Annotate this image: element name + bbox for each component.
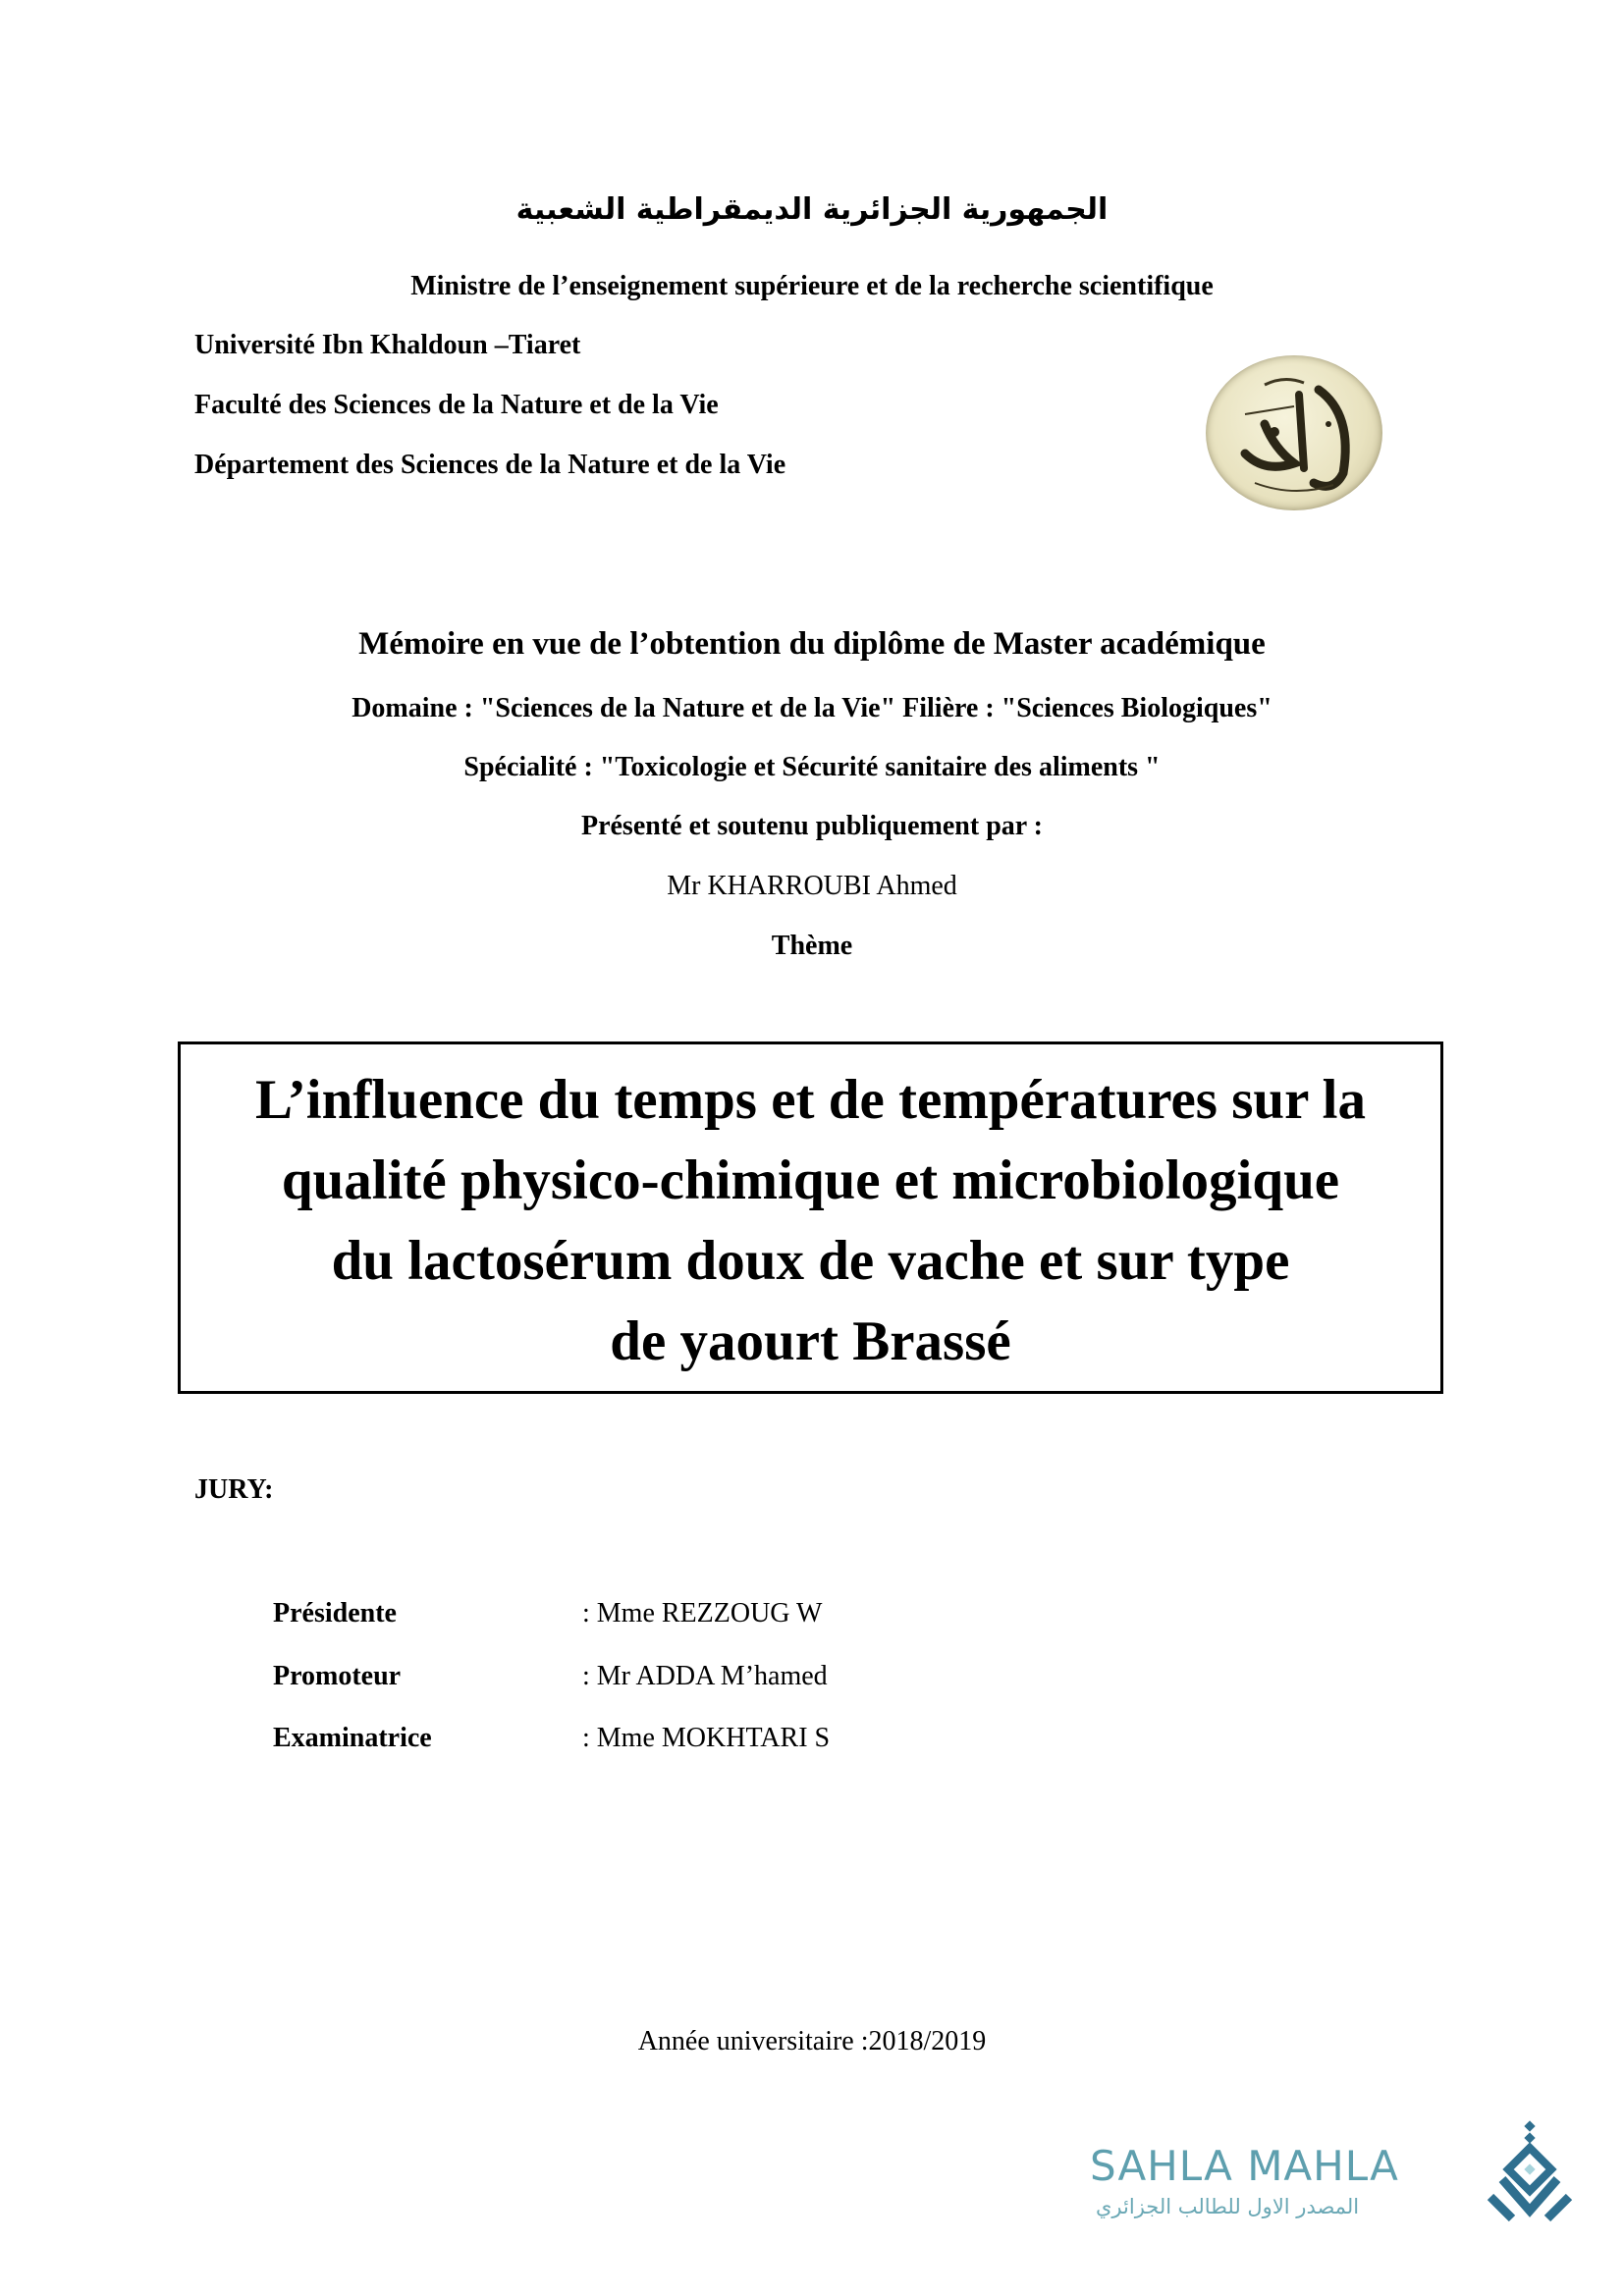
jury-label: JURY: [194, 1474, 274, 1505]
domaine-line: Domaine : "Sciences de la Nature et de la Vie" Filière : "Sciences Biologiques" [352, 693, 1272, 723]
jury-member-row [273, 1598, 1157, 1637]
thesis-title-box [178, 1041, 1443, 1394]
sahla-mahla-logo-icon [1483, 2120, 1581, 2228]
jury-member-row [273, 1723, 1157, 1762]
jury-member-row [273, 1661, 1157, 1700]
title-line: L’influence du temps et de températures sur la [255, 1069, 1366, 1131]
author-name: Mr KHARROUBI Ahmed [667, 871, 957, 901]
department-name: Département des Sciences de la Nature et de la Vie [194, 450, 786, 480]
jury-role: Examinatrice [273, 1723, 432, 1753]
brand-name: SAHLA MAHLA [1090, 2142, 1399, 2190]
jury-name: : Mme REZZOUG W [582, 1598, 823, 1629]
brand-tagline: المصدر الاول للطالب الجزائري [1096, 2195, 1360, 2218]
theme-label: Thème [771, 931, 853, 961]
university-seal-logo [1206, 355, 1382, 510]
sahla-mahla-watermark [1090, 2120, 1502, 2228]
thesis-title [255, 1060, 1366, 1382]
arabic-republic-header: الجمهورية الجزائرية الديمقراطية الشعبية [515, 192, 1109, 227]
memoire-heading: Mémoire en vue de l’obtention du diplôme de Master académique [358, 626, 1266, 662]
ministry-line: Ministre de l’enseignement supérieure et de la recherche scientifique [410, 271, 1214, 301]
university-name: Université Ibn Khaldoun –Tiaret [194, 330, 581, 360]
jury-role: Présidente [273, 1598, 397, 1629]
presented-by-label: Présenté et soutenu publiquement par : [580, 811, 1044, 841]
specialite-line: Spécialité : "Toxicologie et Sécurité sanitaire des aliments " [463, 752, 1161, 782]
jury-name: : Mme MOKHTARI S [582, 1723, 831, 1753]
faculty-name: Faculté des Sciences de la Nature et de la Vie [194, 390, 719, 420]
jury-name: : Mr ADDA M’hamed [582, 1661, 828, 1691]
jury-role: Promoteur [273, 1661, 402, 1691]
calligraphy-seal-icon [1206, 355, 1382, 510]
title-line: du lactosérum doux de vache et sur type [331, 1230, 1290, 1292]
title-line: de yaourt Brassé [610, 1310, 1011, 1372]
academic-year: Année universitaire :2018/2019 [637, 2026, 987, 2056]
title-line: qualité physico-chimique et microbiologique [281, 1149, 1340, 1211]
